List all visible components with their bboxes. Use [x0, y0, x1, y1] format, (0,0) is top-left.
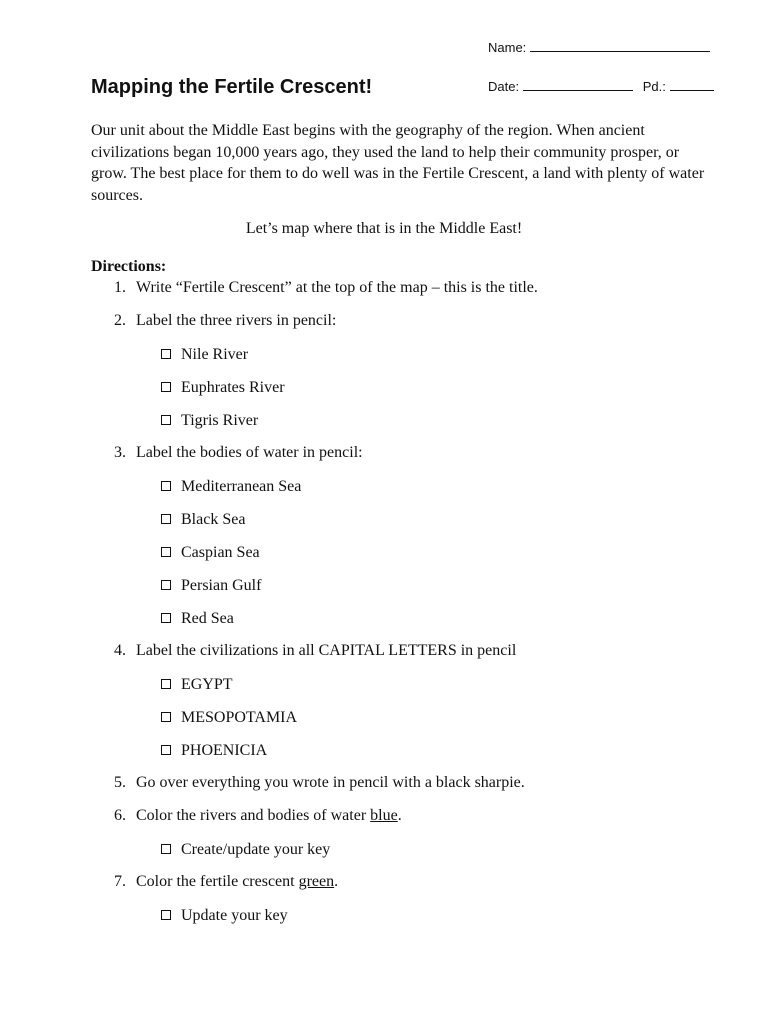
step-text: Write “Fertile Crescent” at the top of the map – this is the title.: [136, 279, 538, 296]
checkbox[interactable]: [161, 844, 171, 854]
intro-paragraph: Our unit about the Middle East begins with the geography of the region. When ancient civilizations began 10,000 years ago, they used the land to help their community prosper, or grow. The best place for them to do well was in the Fertile Crescent, a land with plenty of water sources.: [91, 122, 705, 204]
checklist-label: Euphrates River: [181, 379, 285, 396]
step-number: 3.: [114, 444, 126, 461]
page-title: Mapping the Fertile Crescent!: [91, 76, 373, 98]
period-blank: [670, 77, 714, 91]
checklist-label: Nile River: [181, 346, 249, 363]
checklist-label: Update your key: [181, 907, 288, 924]
checkbox[interactable]: [161, 514, 171, 524]
step-text-after: .: [397, 807, 402, 824]
date-blank: [523, 77, 633, 91]
directions-label: Directions:: [91, 258, 167, 275]
step-text: Go over everything you wrote in pencil with a black sharpie.: [136, 774, 525, 791]
checklist-label: Tigris River: [181, 412, 259, 429]
checkbox[interactable]: [161, 349, 171, 359]
checklist-label: Mediterranean Sea: [181, 478, 302, 495]
checklist-label: PHOENICIA: [181, 742, 268, 759]
step-text: Label the three rivers in pencil:: [136, 312, 337, 329]
step-text-before: Color the rivers and bodies of water: [136, 807, 371, 824]
name-blank: [530, 38, 710, 52]
name-label: Name:: [488, 40, 527, 55]
checkbox[interactable]: [161, 910, 171, 920]
checklist-label: Red Sea: [181, 610, 234, 627]
checkbox[interactable]: [161, 382, 171, 392]
callout-text: Let’s map where that is in the Middle East!: [245, 220, 523, 237]
step-text-before: Color the fertile crescent: [136, 873, 299, 890]
step-text: [136, 807, 402, 825]
checkbox[interactable]: [161, 415, 171, 425]
checklist-label: Create/update your key: [181, 841, 331, 858]
period-label: Pd.:: [642, 79, 666, 94]
step-number: 5.: [114, 774, 126, 791]
step-number: 7.: [114, 873, 126, 890]
checklist-label: Persian Gulf: [181, 577, 262, 594]
step-number: 4.: [114, 642, 126, 659]
checklist-label: EGYPT: [181, 676, 233, 693]
date-period-field: [488, 77, 714, 94]
step-number: 2.: [114, 312, 126, 329]
step-number: 6.: [114, 807, 126, 824]
checklist-label: MESOPOTAMIA: [181, 709, 298, 726]
step-text: Label the civilizations in all CAPITAL LETTERS in pencil: [136, 642, 517, 659]
checkbox[interactable]: [161, 613, 171, 623]
checkbox[interactable]: [161, 745, 171, 755]
date-label: Date:: [488, 79, 520, 94]
step-text-after: .: [334, 873, 339, 890]
checkbox[interactable]: [161, 679, 171, 689]
step-text: Label the bodies of water in pencil:: [136, 444, 363, 461]
checklist-label: Caspian Sea: [181, 544, 260, 561]
checkbox[interactable]: [161, 580, 171, 590]
checkbox[interactable]: [161, 712, 171, 722]
checkbox[interactable]: [161, 481, 171, 491]
step-text: [136, 873, 338, 891]
color-word-blue: blue: [370, 807, 398, 824]
checkbox[interactable]: [161, 547, 171, 557]
step-number: 1.: [114, 279, 126, 296]
checklist-label: Black Sea: [181, 511, 246, 528]
color-word-green: green: [298, 873, 335, 890]
name-field: [488, 38, 710, 55]
